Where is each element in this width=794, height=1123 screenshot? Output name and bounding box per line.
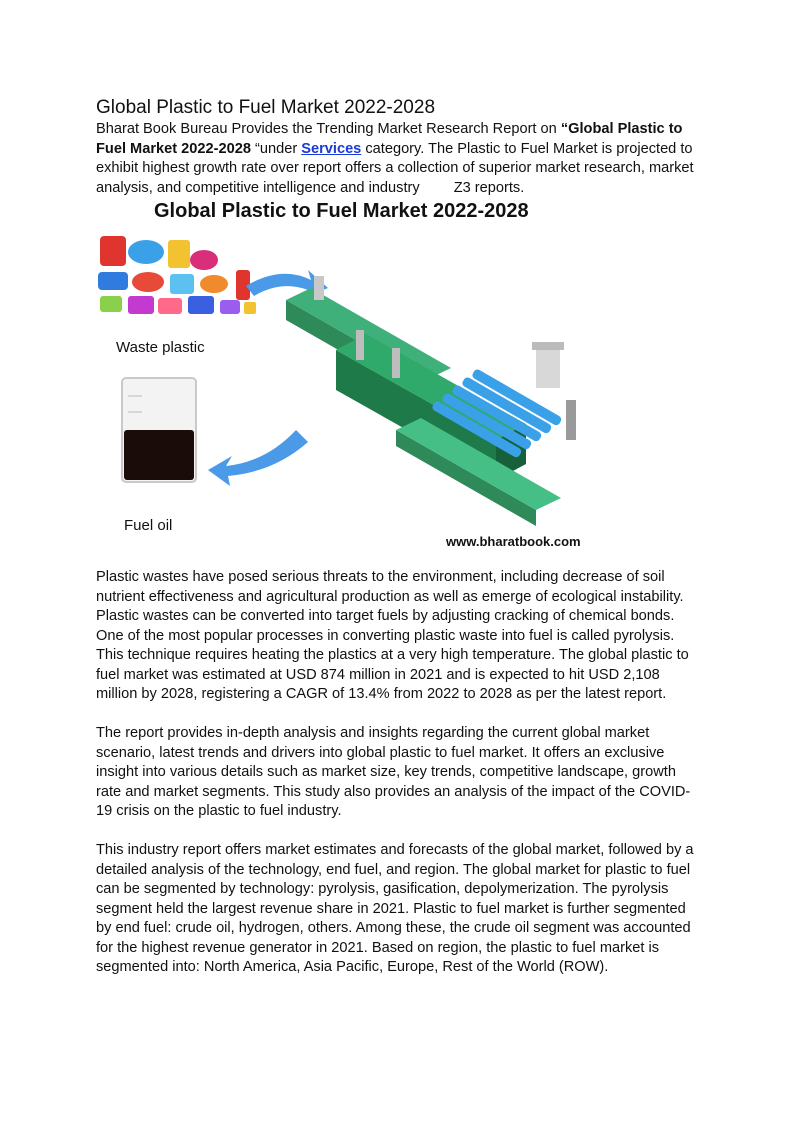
intro-text-3: category. The Plastic to Fuel Market is projected to exhibit highest growth rate over report offers a collection of superior market research, market analysis, and competitive intelligence and industry	[96, 140, 694, 196]
figure-source-url: www.bharatbook.com	[446, 534, 581, 549]
intro-text-1: Bharat Book Bureau Provides the Trending Market Research Report on	[96, 121, 561, 137]
page-title: Global Plastic to Fuel Market 2022-2028	[96, 97, 436, 118]
report-figure	[96, 200, 696, 560]
waste-plastic-label: Waste plastic	[116, 339, 205, 356]
body-paragraph: The report provides in-depth analysis and insights regarding the current global market scenario, latest trends and drivers into global plastic to fuel market. It offers an exclusive insight into various details such as market size, key trends, competitive landscape, growth rate and market segments. This study also provides an analysis of the impact of the COVID-19 crisis on the plastic to fuel industry.	[96, 725, 691, 819]
arrow-left-icon	[208, 430, 308, 486]
intro-paragraph	[96, 120, 696, 198]
intro-text-4: Z3 reports.	[453, 179, 525, 196]
intro-open-quote: “	[560, 121, 569, 137]
body-paragraph: Plastic wastes have posed serious threats to the environment, including decrease of soil nutrient effectiveness and agricultural production as well as emerge of ecological instability. Plastic wastes can be converted into target fuels by adjusting cracking of chemical bonds. One of the most popular processes in converting plastic waste into fuel is called pyrolysis. This technique requires heating the plastics at a very high temperature. The global plastic to fuel market was estimated at USD 874 million in 2021 and is expected to hit USD 2,108 million by 2028, registering a CAGR of 13.4% from 2022 to 2028 as per the latest report.	[96, 569, 689, 702]
figure-title: Global Plastic to Fuel Market 2022-2028	[154, 200, 529, 222]
fuel-oil-label: Fuel oil	[124, 517, 173, 534]
intro-bold-title: Global Plastic to Fuel Market 2022-2028	[96, 121, 683, 157]
fuel-oil-image	[122, 378, 196, 534]
document-page	[96, 96, 696, 560]
waste-plastic-image	[98, 236, 256, 356]
body-paragraph: This industry report offers market estimates and forecasts of the global market, followed by a detailed analysis of the technology, end fuel, and region. The global market for plastic to fuel can be segmented by technology: pyrolysis, gasification, depolymerization. The pyrolysis segment held the largest revenue share in 2021. Plastic to fuel market is further segmented by end fuel: crude oil, hydrogen, others. Among these, the crude oil segment was accounted for the highest revenue generator in 2021. Based on region, the plastic to fuel market is segmented into: North America, Asia Pacific, Europe, Rest of the World (ROW).	[96, 842, 694, 975]
services-link[interactable]: Services	[301, 140, 362, 157]
intro-text-2: “under	[250, 140, 302, 157]
body-text	[96, 568, 700, 997]
pyrolysis-plant-image	[286, 276, 576, 526]
plastic-to-fuel-illustration	[96, 230, 616, 540]
